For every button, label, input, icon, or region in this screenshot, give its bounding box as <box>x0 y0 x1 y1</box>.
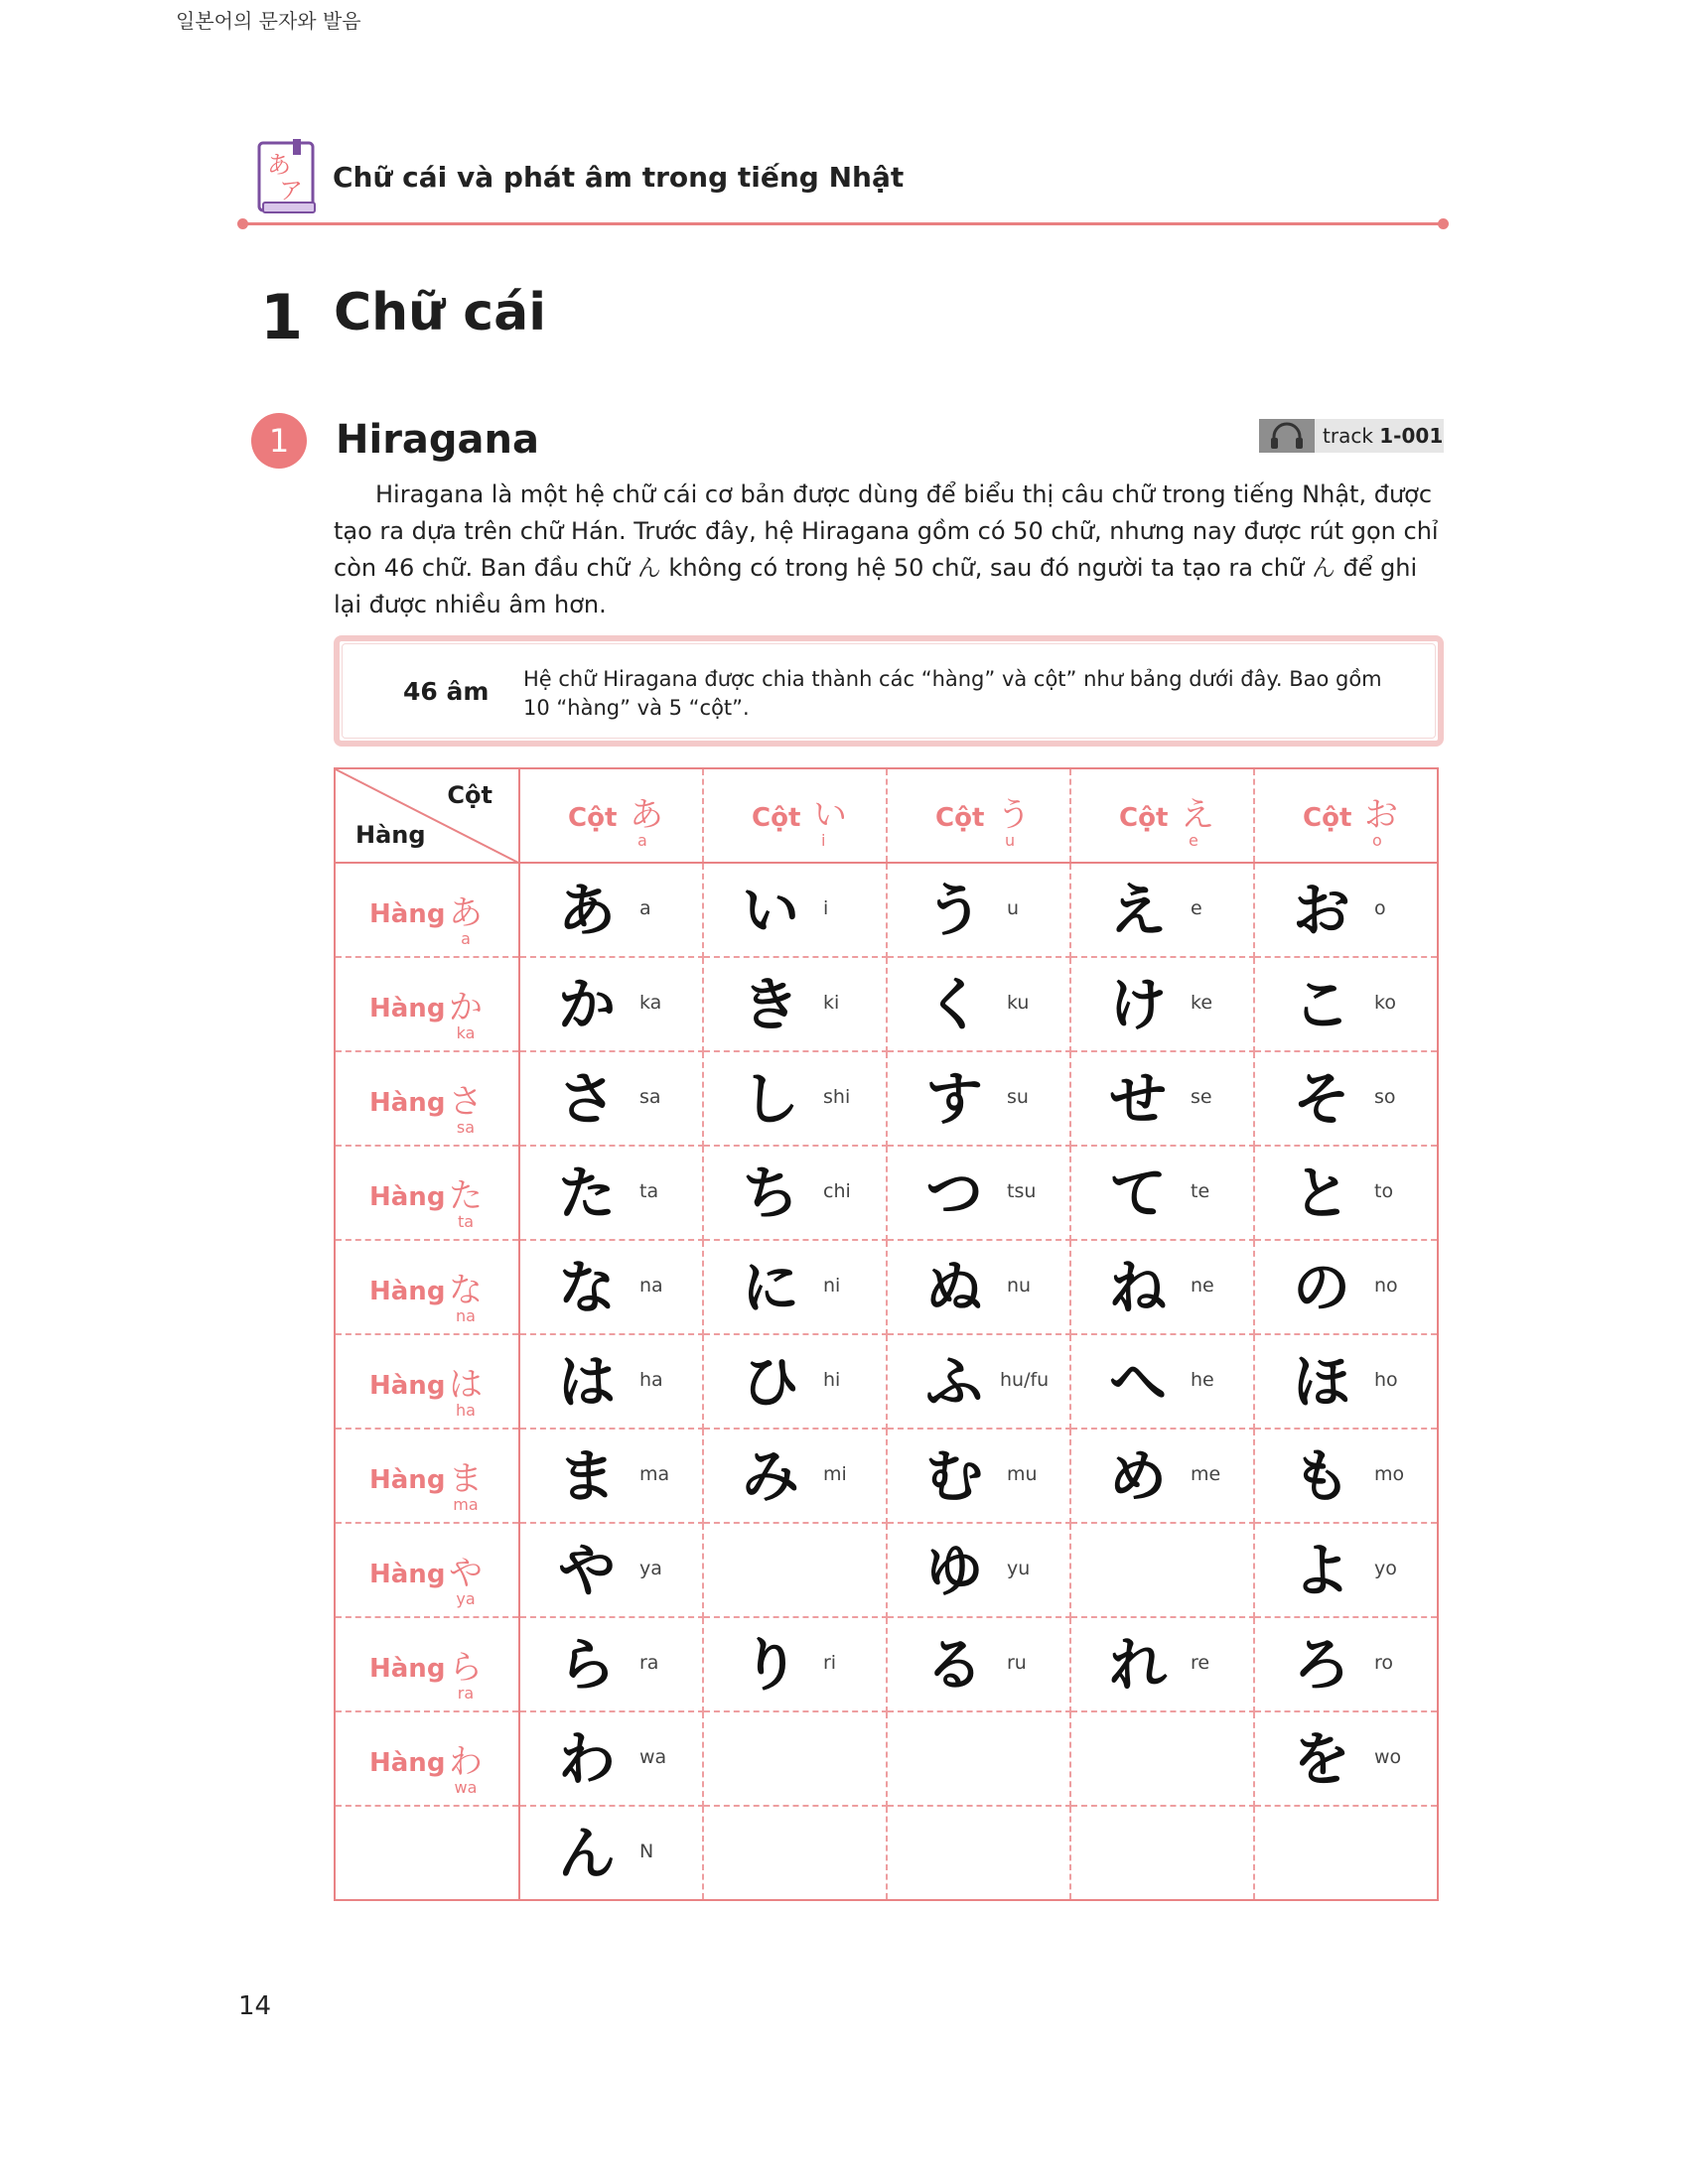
row-header-na <box>335 1240 519 1334</box>
kana-cell <box>1254 863 1438 957</box>
table-row <box>335 957 1438 1051</box>
kana-romaji: yo <box>1374 1558 1397 1579</box>
kana-cell <box>887 1617 1070 1711</box>
kana-cell <box>887 1806 1070 1900</box>
table-row <box>335 1617 1438 1711</box>
row-header-romaji: ra <box>457 1684 475 1703</box>
kana-character: く <box>925 971 984 1038</box>
kana-cell <box>1254 1051 1438 1146</box>
kana-character: れ <box>1109 1631 1168 1699</box>
kana-cell <box>1254 1240 1438 1334</box>
kana-romaji: to <box>1374 1180 1394 1202</box>
row-header-label: Hàng <box>369 1182 446 1212</box>
row-header-ta <box>335 1146 519 1240</box>
kana-cell <box>519 1523 703 1617</box>
row-header-ha <box>335 1334 519 1429</box>
kana-cell <box>1070 1806 1254 1900</box>
column-header-label: Cột <box>935 803 985 833</box>
kana-cell <box>1254 1806 1438 1900</box>
section-title: Chữ cái và phát âm trong tiếng Nhật <box>333 161 905 194</box>
kana-character: る <box>925 1631 984 1699</box>
table-row <box>335 1523 1438 1617</box>
table-row <box>335 1146 1438 1240</box>
kana-romaji: hu/fu <box>1000 1369 1050 1391</box>
kana-cell <box>703 1617 887 1711</box>
book-icon <box>253 137 319 216</box>
table-row <box>335 1429 1438 1523</box>
kana-character: ね <box>1109 1254 1168 1321</box>
kana-cell <box>703 1334 887 1429</box>
kana-romaji: ne <box>1191 1275 1214 1297</box>
kana-cell <box>887 1523 1070 1617</box>
row-header-wa <box>335 1711 519 1806</box>
row-header-romaji: sa <box>456 1118 476 1137</box>
kana-romaji: se <box>1191 1086 1212 1108</box>
kana-romaji: no <box>1374 1275 1398 1297</box>
kana-character: ひ <box>742 1348 800 1416</box>
row-header-romaji: ya <box>456 1589 476 1608</box>
row-header-label: Hàng <box>369 1654 446 1684</box>
kana-romaji: u <box>1007 897 1020 919</box>
kana-character: ん <box>558 1820 617 1887</box>
kana-romaji: a <box>639 897 651 919</box>
row-header-label: Hàng <box>369 1465 446 1495</box>
kana-cell <box>1254 1429 1438 1523</box>
row-header-kana: か <box>449 988 483 1027</box>
kana-cell <box>1070 1429 1254 1523</box>
column-header-u <box>887 768 1070 863</box>
kana-character: ゆ <box>925 1537 984 1604</box>
kana-cell <box>1070 957 1254 1051</box>
kana-cell <box>703 1146 887 1240</box>
kana-cell <box>1070 863 1254 957</box>
kana-romaji: ko <box>1374 992 1396 1014</box>
row-header-kana: ら <box>449 1648 483 1688</box>
kana-cell <box>703 1240 887 1334</box>
chapter-number: 1 <box>260 281 304 353</box>
kana-character: た <box>558 1160 617 1227</box>
kana-cell <box>519 1711 703 1806</box>
column-header-kana: う <box>997 795 1031 835</box>
running-head: 일본어의 문자와 발음 <box>176 9 361 33</box>
kana-romaji: ho <box>1374 1369 1398 1391</box>
table-row <box>335 1051 1438 1146</box>
kana-romaji: na <box>639 1275 663 1297</box>
row-header-romaji: ka <box>456 1024 476 1042</box>
kana-character: す <box>925 1065 984 1133</box>
kana-cell <box>887 863 1070 957</box>
kana-romaji: sa <box>639 1086 661 1108</box>
kana-romaji: ni <box>823 1275 841 1297</box>
kana-romaji: te <box>1191 1180 1210 1202</box>
row-header-ra <box>335 1617 519 1711</box>
row-header-ka <box>335 957 519 1051</box>
kana-character: さ <box>558 1065 617 1133</box>
kana-romaji: yu <box>1007 1558 1031 1579</box>
kana-romaji: mo <box>1374 1463 1405 1485</box>
kana-romaji: su <box>1007 1086 1029 1108</box>
header-rule <box>241 222 1445 225</box>
row-header-sa <box>335 1051 519 1146</box>
row-header-label: Hàng <box>369 1088 446 1118</box>
track-id: 1-001 <box>1379 424 1444 448</box>
row-header-kana: た <box>449 1176 483 1216</box>
book-icon-hiragana: あ <box>267 151 291 179</box>
row-header-romaji: ta <box>457 1212 475 1231</box>
kana-cell <box>1070 1711 1254 1806</box>
kana-cell <box>887 1240 1070 1334</box>
column-header-e <box>1070 768 1254 863</box>
kana-romaji: me <box>1191 1463 1221 1485</box>
kana-romaji: chi <box>823 1180 851 1202</box>
column-header-romaji: a <box>637 831 647 850</box>
kana-romaji: wo <box>1374 1746 1402 1768</box>
kana-romaji: he <box>1191 1369 1214 1391</box>
kana-romaji: wa <box>639 1746 667 1768</box>
kana-cell <box>1070 1334 1254 1429</box>
kana-character: の <box>1293 1254 1351 1321</box>
kana-romaji: ta <box>639 1180 659 1202</box>
kana-character: え <box>1109 877 1168 944</box>
kana-cell <box>1070 1240 1254 1334</box>
kana-cell <box>519 1146 703 1240</box>
info-box-text: Hệ chữ Hiragana được chia thành các “hàng” và cột” như bảng dưới đây. Bao gồm 10 “hàng” và 5 “cột”. <box>523 667 1382 720</box>
kana-romaji: e <box>1191 897 1202 919</box>
kana-romaji: nu <box>1007 1275 1032 1297</box>
kana-cell <box>519 863 703 957</box>
headphones-icon <box>1269 422 1305 450</box>
kana-cell <box>519 1240 703 1334</box>
row-header-label: Hàng <box>369 899 446 929</box>
row-header-romaji: wa <box>454 1778 478 1797</box>
kana-romaji: ki <box>823 992 840 1014</box>
kana-character: め <box>1109 1442 1168 1510</box>
row-header-romaji: ma <box>453 1495 479 1514</box>
kana-romaji: shi <box>823 1086 851 1108</box>
kana-character: お <box>1293 877 1351 944</box>
row-header-label: Hàng <box>369 1277 446 1306</box>
column-header-kana: あ <box>630 795 663 835</box>
kana-cell <box>1254 1617 1438 1711</box>
kana-romaji: re <box>1191 1652 1210 1674</box>
page-number: 14 <box>238 1991 272 2021</box>
kana-character: や <box>558 1537 617 1604</box>
column-header-label: Cột <box>1119 803 1169 833</box>
table-row <box>335 1240 1438 1334</box>
kana-character: な <box>558 1254 617 1321</box>
info-box <box>334 635 1444 747</box>
corner-col-label: Cột <box>447 781 492 809</box>
kana-character: せ <box>1109 1065 1168 1133</box>
table-row <box>335 1334 1438 1429</box>
kana-cell <box>703 1051 887 1146</box>
hiragana-table <box>334 767 1439 1901</box>
column-header-label: Cột <box>568 803 618 833</box>
row-header-kana: は <box>449 1365 483 1405</box>
row-header-ya <box>335 1523 519 1617</box>
kana-romaji: ku <box>1007 992 1030 1014</box>
kana-cell <box>1254 957 1438 1051</box>
row-header-ma <box>335 1429 519 1523</box>
kana-character: あ <box>558 877 617 944</box>
kana-character: ち <box>742 1160 800 1227</box>
chapter-title: Chữ cái <box>334 283 547 342</box>
kana-cell <box>887 957 1070 1051</box>
kana-cell <box>1070 1146 1254 1240</box>
book-icon-katakana: ア <box>279 177 303 205</box>
row-header-label: Hàng <box>369 1371 446 1401</box>
table-header-row <box>335 768 1438 863</box>
kana-romaji: ro <box>1374 1652 1394 1674</box>
column-header-romaji: u <box>1005 831 1016 850</box>
column-header-i <box>703 768 887 863</box>
kana-cell <box>519 1617 703 1711</box>
kana-character: に <box>742 1254 800 1321</box>
kana-cell <box>703 1711 887 1806</box>
table-row <box>335 1711 1438 1806</box>
headphones-icon-wrap <box>1259 419 1315 453</box>
kana-character: ま <box>558 1442 617 1510</box>
kana-cell <box>1254 1523 1438 1617</box>
row-header-kana: わ <box>449 1742 483 1782</box>
kana-romaji: ma <box>639 1463 670 1485</box>
kana-cell <box>887 1334 1070 1429</box>
column-header-romaji: o <box>1372 831 1382 850</box>
row-header-label: Hàng <box>369 1748 446 1778</box>
table-row <box>335 863 1438 957</box>
kana-character: ぬ <box>925 1254 984 1321</box>
kana-character: へ <box>1109 1348 1168 1416</box>
kana-cell <box>703 957 887 1051</box>
kana-cell <box>703 863 887 957</box>
column-header-kana: い <box>813 795 847 835</box>
rule-dot-left <box>237 218 248 229</box>
kana-cell <box>519 1806 703 1900</box>
section-header <box>241 133 1445 232</box>
column-header-romaji: e <box>1189 831 1198 850</box>
kana-cell <box>703 1429 887 1523</box>
subsection-badge: 1 <box>251 413 307 469</box>
kana-cell <box>887 1051 1070 1146</box>
kana-cell <box>703 1523 887 1617</box>
row-header-label: Hàng <box>369 994 446 1024</box>
kana-character: も <box>1293 1442 1351 1510</box>
kana-romaji: ra <box>639 1652 659 1674</box>
kana-cell <box>1254 1711 1438 1806</box>
row-header-kana: な <box>449 1271 483 1310</box>
column-header-kana: え <box>1181 795 1214 835</box>
kana-cell <box>887 1429 1070 1523</box>
kana-character: り <box>742 1631 800 1699</box>
row-header-n <box>335 1806 519 1900</box>
column-header-label: Cột <box>752 803 801 833</box>
kana-cell <box>1070 1051 1254 1146</box>
kana-cell <box>1254 1146 1438 1240</box>
column-header-romaji: i <box>821 831 826 850</box>
column-header-o <box>1254 768 1438 863</box>
kana-romaji: ri <box>823 1652 837 1674</box>
row-header-kana: あ <box>449 893 483 933</box>
kana-cell <box>519 1051 703 1146</box>
kana-character: ろ <box>1293 1631 1351 1699</box>
row-header-kana: ま <box>449 1459 483 1499</box>
kana-character: ほ <box>1293 1348 1351 1416</box>
subsection-title: Hiragana <box>336 417 539 463</box>
kana-cell <box>1070 1617 1254 1711</box>
kana-romaji: hi <box>823 1369 841 1391</box>
kana-romaji: ka <box>639 992 662 1014</box>
kana-character: わ <box>558 1725 617 1793</box>
kana-romaji: tsu <box>1007 1180 1037 1202</box>
kana-cell <box>519 1334 703 1429</box>
kana-cell <box>1070 1523 1254 1617</box>
kana-character: い <box>742 877 800 944</box>
row-header-romaji: ha <box>456 1401 476 1420</box>
kana-cell <box>519 1429 703 1523</box>
kana-romaji: i <box>823 897 829 919</box>
kana-character: て <box>1109 1160 1168 1227</box>
kana-character: と <box>1293 1160 1351 1227</box>
kana-cell <box>1254 1334 1438 1429</box>
kana-romaji: so <box>1374 1086 1396 1108</box>
track-prefix: track <box>1323 424 1373 448</box>
intro-text: Hiragana là một hệ chữ cái cơ bản được dùng để biểu thị câu chữ trong tiếng Nhật, được tạo ra dựa trên chữ Hán. Trước đây, hệ Hiragana gồm có 50 chữ, nhưng nay được rút gọn chỉ còn 46 chữ. Ban đầu chữ ん không có trong hệ 50 chữ, sau đó người ta tạo ra chữ ん để ghi lại được nhiều âm hơn. <box>334 480 1439 618</box>
row-header-kana: や <box>449 1554 483 1593</box>
kana-character: こ <box>1293 971 1351 1038</box>
table-corner-cell <box>335 768 519 863</box>
kana-cell <box>519 957 703 1051</box>
kana-character: し <box>742 1065 800 1133</box>
kana-character: う <box>925 877 984 944</box>
column-header-label: Cột <box>1303 803 1352 833</box>
kana-character: は <box>558 1348 617 1416</box>
row-header-label: Hàng <box>369 1560 446 1589</box>
kana-character: を <box>1293 1725 1351 1793</box>
kana-character: そ <box>1293 1065 1351 1133</box>
info-box-label: 46 âm <box>403 677 490 706</box>
row-header-kana: さ <box>449 1082 483 1122</box>
kana-romaji: ya <box>639 1558 662 1579</box>
kana-romaji: mu <box>1007 1463 1038 1485</box>
kana-cell <box>703 1806 887 1900</box>
kana-character: ら <box>558 1631 617 1699</box>
row-header-a <box>335 863 519 957</box>
kana-character: よ <box>1293 1537 1351 1604</box>
kana-romaji: ke <box>1191 992 1213 1014</box>
track-label <box>1323 424 1443 448</box>
kana-character: み <box>742 1442 800 1510</box>
kana-character: ふ <box>925 1348 984 1416</box>
row-header-romaji: a <box>461 929 471 948</box>
kana-romaji: N <box>639 1841 654 1862</box>
audio-track-badge[interactable] <box>1259 419 1444 453</box>
kana-romaji: o <box>1374 897 1386 919</box>
intro-paragraph <box>334 477 1446 623</box>
rule-dot-right <box>1438 218 1449 229</box>
column-header-kana: お <box>1364 795 1398 835</box>
kana-character: む <box>925 1442 984 1510</box>
kana-character: か <box>558 971 617 1038</box>
kana-character: け <box>1109 971 1168 1038</box>
kana-cell <box>887 1146 1070 1240</box>
table-row <box>335 1806 1438 1900</box>
column-header-a <box>519 768 703 863</box>
row-header-romaji: na <box>456 1306 476 1325</box>
corner-row-label: Hàng <box>355 821 426 849</box>
kana-romaji: ru <box>1007 1652 1027 1674</box>
corner-diagonal <box>336 769 520 864</box>
kana-romaji: mi <box>823 1463 847 1485</box>
kana-cell <box>887 1711 1070 1806</box>
kana-character: つ <box>925 1160 984 1227</box>
kana-romaji: ha <box>639 1369 663 1391</box>
kana-character: き <box>742 971 800 1038</box>
